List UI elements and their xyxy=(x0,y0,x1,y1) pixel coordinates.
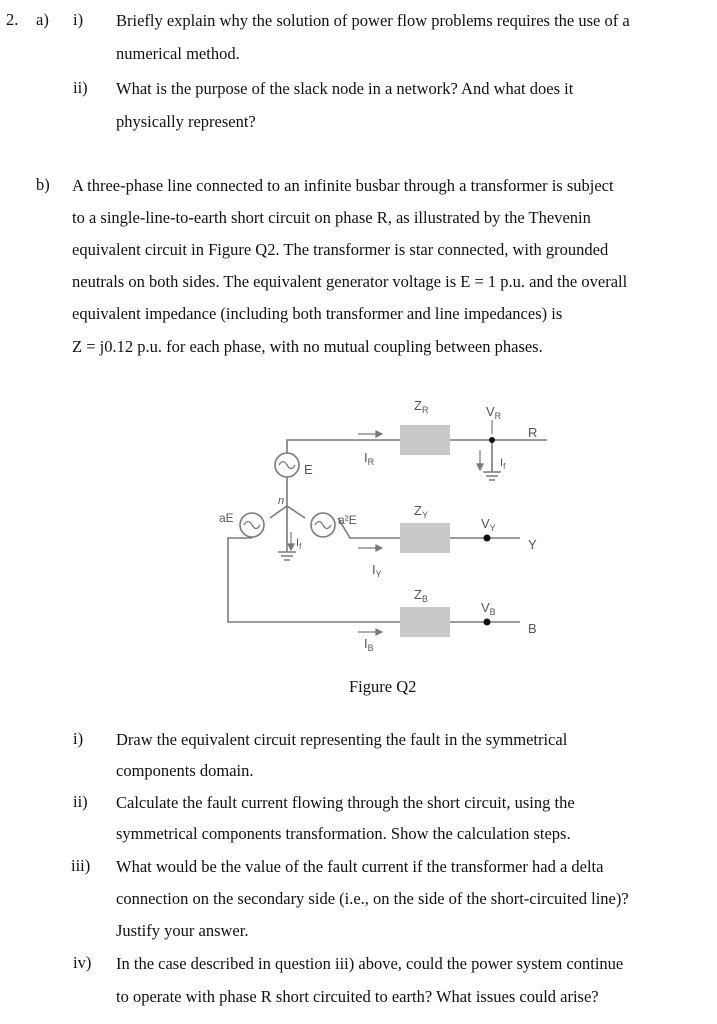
part-b-iii-line-3: Justify your answer. xyxy=(116,921,249,940)
wire-r-left xyxy=(287,440,400,453)
question-number: 2. xyxy=(6,10,19,29)
part-b-line-1: A three-phase line connected to an infinite busbar through a transformer is subject xyxy=(72,176,614,195)
label-zb: $Z_B$ xyxy=(414,587,428,604)
part-b-i-label: i) xyxy=(73,729,84,748)
wire-n-to-a2e xyxy=(287,506,305,518)
label-neutral-n: n xyxy=(278,495,285,507)
part-a-ii-line-1: What is the purpose of the slack node in a network? And what does it xyxy=(116,79,574,98)
node-b xyxy=(484,619,491,626)
label-zr: $Z_R$ xyxy=(414,398,429,415)
label-if-neutral: $I_f$ xyxy=(296,537,302,551)
figure-caption: Figure Q2 xyxy=(349,677,417,696)
part-b-iii-label: iii) xyxy=(71,856,91,875)
part-a-i-label: i) xyxy=(73,10,84,29)
part-b-iii-line-1: What would be the value of the fault current if the transformer had a delta xyxy=(116,857,604,876)
label-phase-y: Y xyxy=(528,537,537,552)
figure-q2 xyxy=(0,380,717,670)
label-e: E xyxy=(304,462,313,477)
label-a2e: a²E xyxy=(338,513,357,527)
part-b-iv-label: iv) xyxy=(73,953,92,972)
part-a-i-line-1: Briefly explain why the solution of power flow problems requires the use of a xyxy=(116,11,630,30)
label-vb: $V_B$ xyxy=(481,600,496,617)
label-vy: $V_Y$ xyxy=(481,516,496,533)
part-b-ii-line-1: Calculate the fault current flowing through the short circuit, using the xyxy=(116,793,575,812)
part-a-i-line-2: numerical method. xyxy=(116,44,240,63)
part-b-i-line-2: components domain. xyxy=(116,761,254,780)
label-if-fault: $I_f$ xyxy=(500,457,506,471)
label-ae: aE xyxy=(219,511,234,525)
label-ib: $I_B$ xyxy=(364,636,374,653)
part-b-ii-label: ii) xyxy=(73,792,88,811)
part-b-ii-line-2: symmetrical components transformation. Show the calculation steps. xyxy=(116,824,571,843)
impedance-zr xyxy=(400,425,450,455)
part-b-line-6: Z = j0.12 p.u. for each phase, with no mutual coupling between phases. xyxy=(72,337,543,356)
impedance-zb xyxy=(400,607,450,637)
wire-b-left xyxy=(228,538,400,622)
label-zy: $Z_Y$ xyxy=(414,503,428,520)
circuit-diagram xyxy=(0,380,717,670)
neutral-ground-symbol xyxy=(278,552,296,560)
wire-n-to-ae xyxy=(270,506,287,518)
part-b-iv-line-1: In the case described in question iii) above, could the power system continue xyxy=(116,954,624,973)
label-phase-r: R xyxy=(528,425,538,440)
part-b-line-3: equivalent circuit in Figure Q2. The transformer is star connected, with grounded xyxy=(72,240,609,259)
part-a-label: a) xyxy=(36,10,49,29)
node-y xyxy=(484,535,491,542)
impedance-zy xyxy=(400,523,450,553)
label-vr: $V_R$ xyxy=(486,404,502,421)
label-iy: $I_Y$ xyxy=(372,562,382,579)
label-ir: $I_R$ xyxy=(364,450,375,467)
part-b-line-5: equivalent impedance (including both transformer and line impedances) is xyxy=(72,304,563,323)
part-b-line-2: to a single-line-to-earth short circuit on phase R, as illustrated by the Thevenin xyxy=(72,208,591,227)
part-b-iii-line-2: connection on the secondary side (i.e., on the side of the short-circuited line)? xyxy=(116,889,629,908)
part-b-label: b) xyxy=(36,175,50,194)
fault-ground-symbol xyxy=(483,472,501,480)
node-r xyxy=(489,437,495,443)
part-b-line-4: neutrals on both sides. The equivalent generator voltage is E = 1 p.u. and the overall xyxy=(72,272,628,291)
label-phase-b: B xyxy=(528,621,537,636)
part-b-iv-line-2: to operate with phase R short circuited to earth? What issues could arise? xyxy=(116,987,599,1006)
part-a-ii-label: ii) xyxy=(73,78,88,97)
part-a-ii-line-2: physically represent? xyxy=(116,112,256,131)
part-b-i-line-1: Draw the equivalent circuit representing the fault in the symmetrical xyxy=(116,730,568,749)
